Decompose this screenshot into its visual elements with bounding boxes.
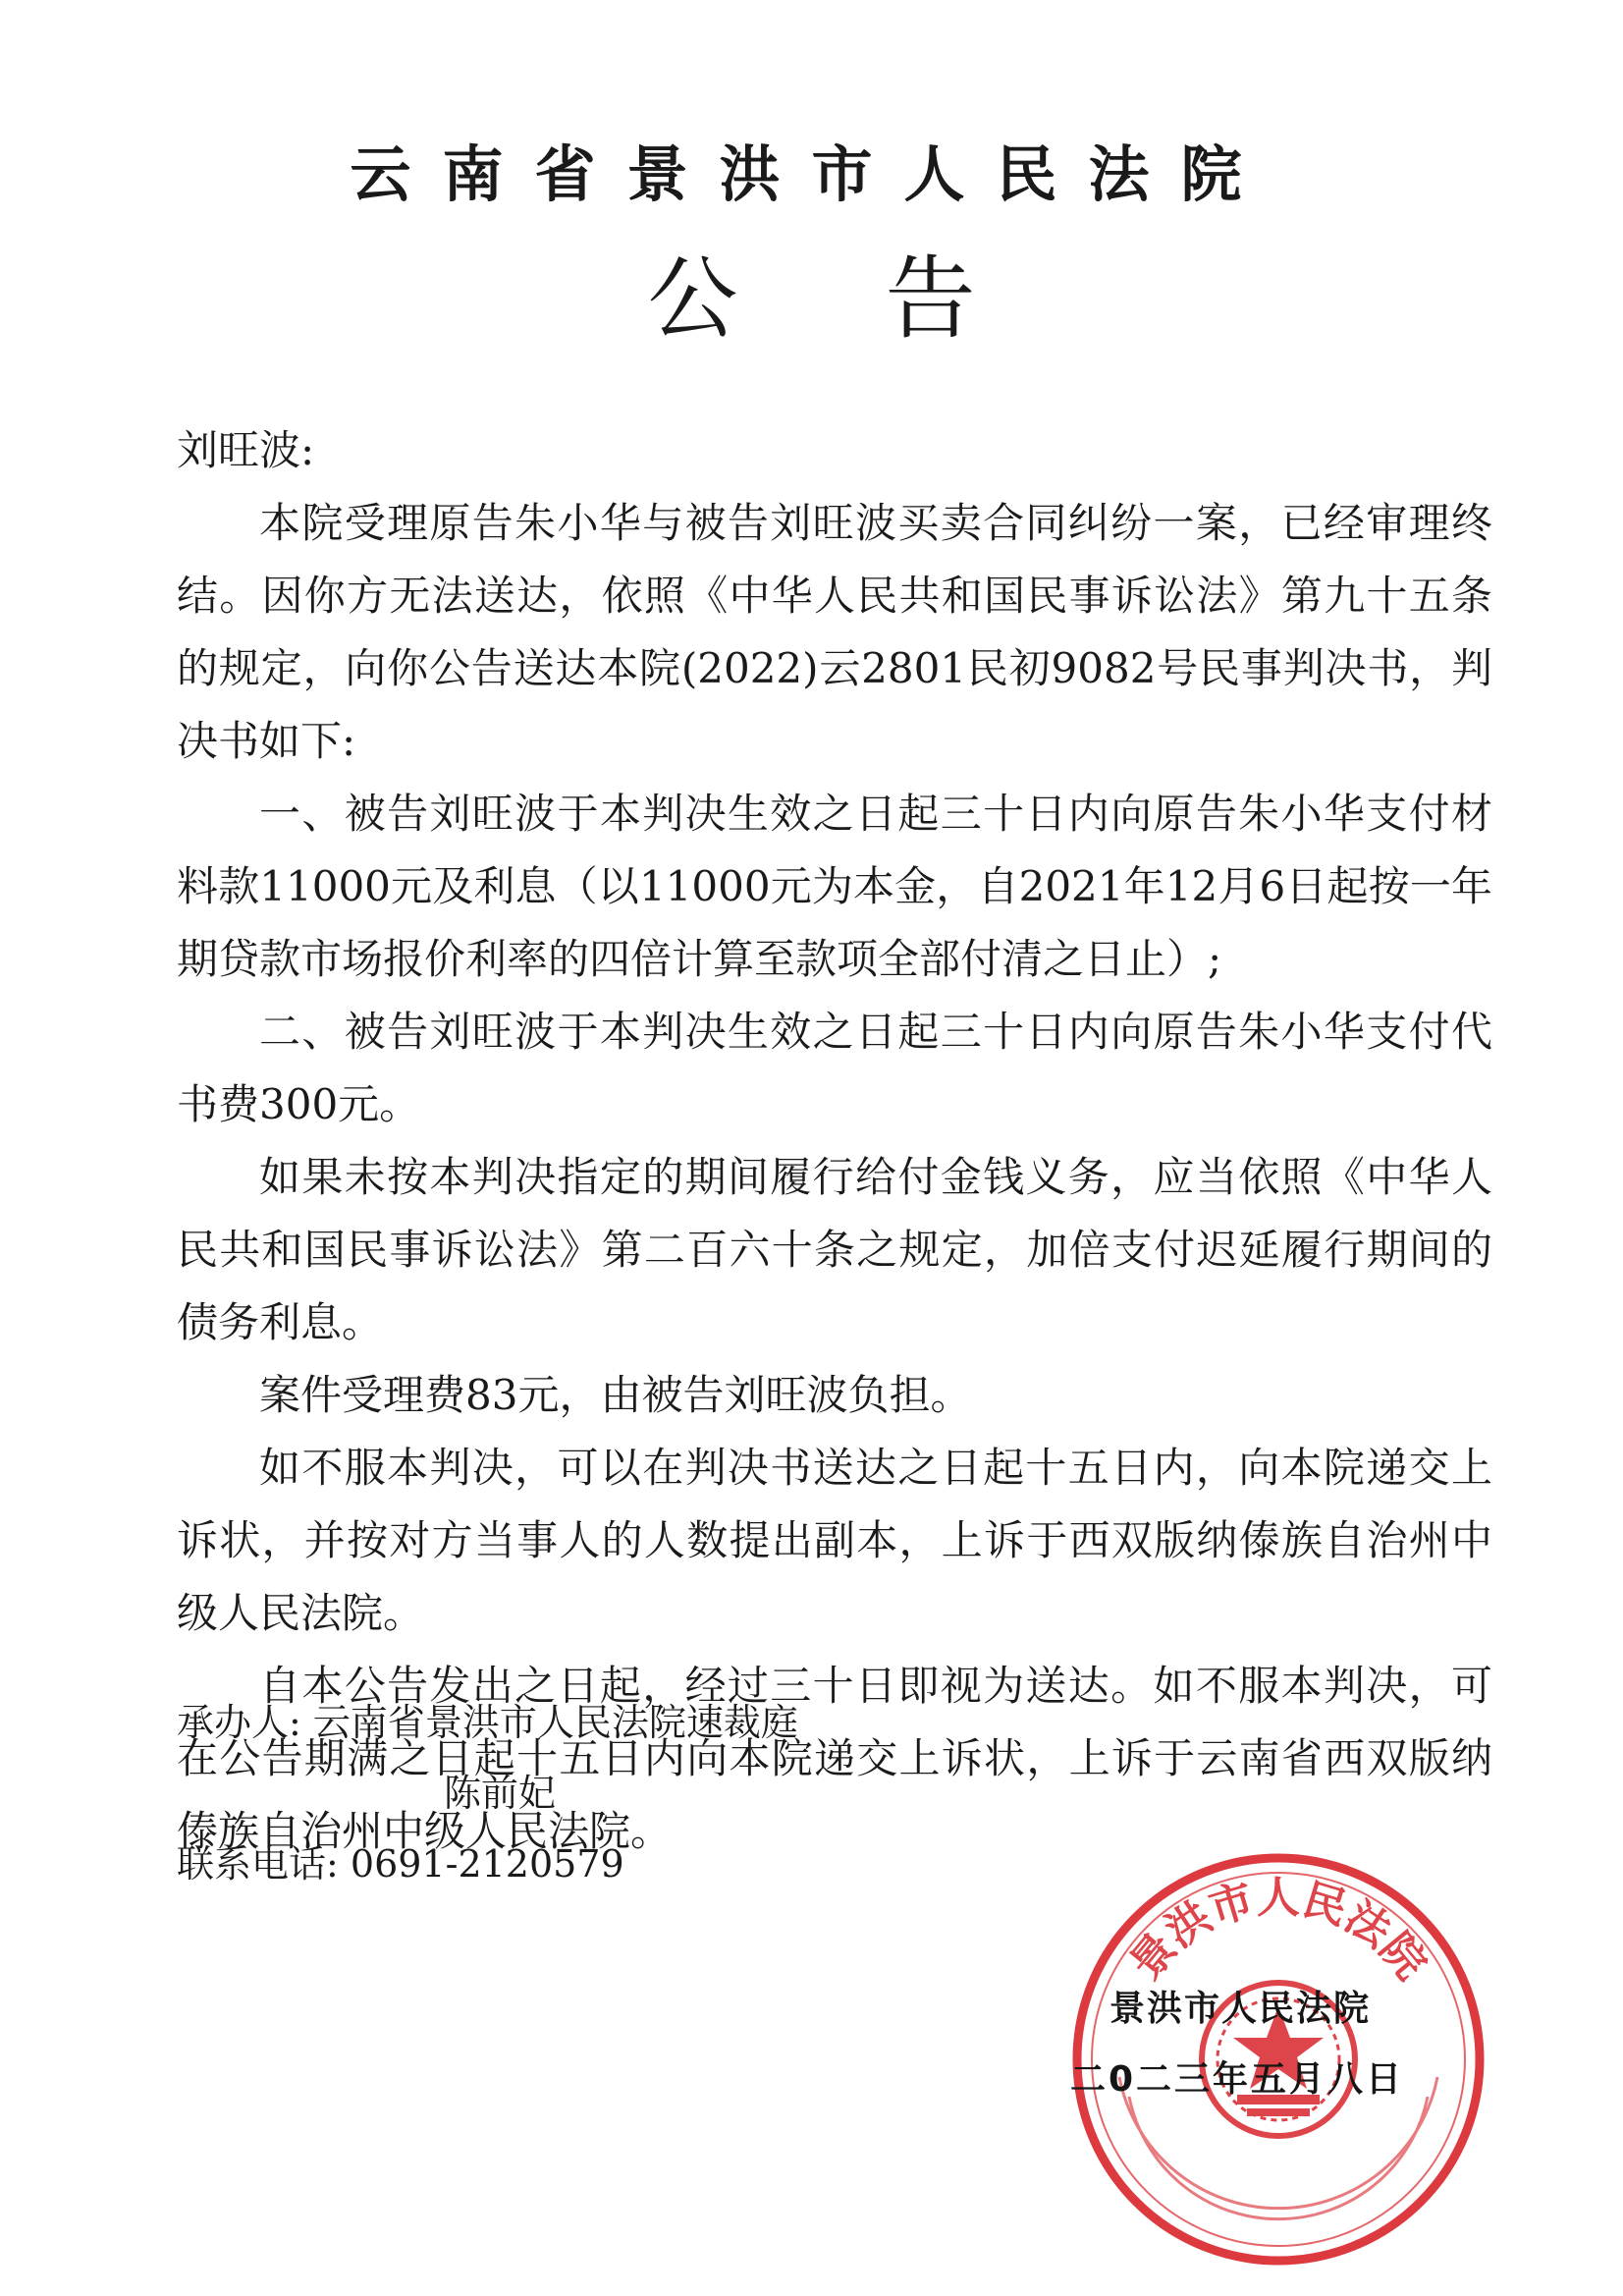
paragraph-judgment-item-2: 二、被告刘旺波于本判决生效之日起三十日内向原告朱小华支付代书费300元。 [177,1008,1492,1128]
phone-row [177,1829,798,1899]
paragraph-appeal: 如不服本判决，可以在判决书送达之日起十五日内，向本院递交上诉状，并按对方当事人的人数提出副本，上诉于西双版纳傣族自治州中级人民法院。 [177,1444,1492,1637]
seal-text: 景洪市人民法院 [1120,1873,1436,1990]
document-title: 公告 [647,246,1123,352]
handler-label: 承办人: [177,1701,301,1744]
phone-label: 联系电话: [177,1842,339,1886]
paragraph-judgment-item-1: 一、被告刘旺波于本判决生效之日起三十日内向原告朱小华支付材料款11000元及利息（以11000元为本金，自2021年12月6日起按一年期贷款市场报价利率的四倍计算至款项全部付清之日止）; [177,790,1492,983]
announcement-body [177,414,1492,1868]
paragraph-late-interest: 如果未按本判决指定的期间履行给付金钱义务，应当依照《中华人民共和国民事诉讼法》第二百六十条之规定，加倍支付迟延履行期间的债务利息。 [177,1153,1492,1346]
phone-number: 0691-2120579 [350,1842,624,1886]
issuing-court: 景洪市人民法院 [1109,1989,1372,2029]
handler-department: 云南省景洪市人民法院速裁庭 [312,1701,798,1744]
paragraph-intro: 本院受理原告朱小华与被告刘旺波买卖合同纠纷一案，已经审理终结。因你方无法送达，依照《中华人民共和国民事诉讼法》第九十五条的规定，向你公告送达本院(2022)云2801民初9082号民事判决书，判决书如下: [177,499,1492,765]
paragraph-case-fee: 案件受理费83元，由被告刘旺波负担。 [259,1371,972,1419]
handler-name: 陈前妃 [444,1772,557,1815]
contact-footer [177,1687,798,1899]
issue-date: 二0二三年五月八日 [1070,2059,1405,2100]
paragraph-service-notice: 自本公告发出之日起，经过三十日即视为送达。如不服本判决，可在公告期满之日起十五日内向本院递交上诉状，上诉于云南省西双版纳傣族自治州中级人民法院。 [177,1662,1492,1855]
salutation: 刘旺波: [177,426,315,474]
signature-block [1070,1974,1434,2115]
handler-row [177,1687,798,1758]
court-name: 云南省景洪市人民法院 [350,138,1273,210]
